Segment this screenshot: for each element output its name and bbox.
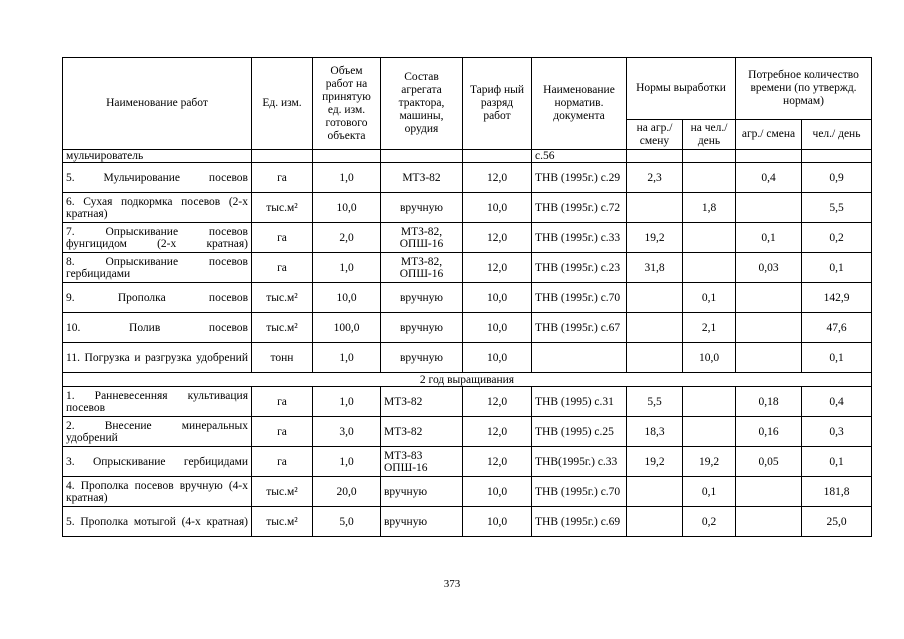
- cell-volume: 5,0: [313, 507, 381, 537]
- table-row: [63, 387, 872, 417]
- header-unit: Ед. изм.: [252, 58, 313, 150]
- cell-norm-agr: [627, 150, 683, 163]
- cell-req-agr: 0,4: [736, 163, 802, 193]
- cell-name: 5. Мульчирование посевов: [63, 163, 252, 193]
- cell-document: ТНВ(1995г.) с.33: [532, 447, 627, 477]
- cell-unit: тыс.м²: [252, 193, 313, 223]
- cell-norm-man: 0,1: [683, 283, 736, 313]
- cell-document: с.56: [532, 150, 627, 163]
- cell-document: ТНВ (1995г.) с.72: [532, 193, 627, 223]
- cell-req-agr: [736, 150, 802, 163]
- cell-name: 6. Сухая подкормка посевов (2-х кратная): [63, 193, 252, 223]
- cell-composition: вручную: [381, 477, 463, 507]
- cell-norm-agr: 19,2: [627, 447, 683, 477]
- cell-norm-man: [683, 163, 736, 193]
- table-row: [63, 253, 872, 283]
- cell-req-man: 0,2: [802, 223, 872, 253]
- cell-document: ТНВ (1995) с.25: [532, 417, 627, 447]
- header-row: [63, 58, 872, 120]
- cell-name: 7. Опрыскивание посевов фунгицидом (2-х кратная): [63, 223, 252, 253]
- cell-unit: [252, 150, 313, 163]
- header-norm-man: на чел./ день: [683, 120, 736, 150]
- table-row: [63, 150, 872, 163]
- section-title: 2 год выращивания: [63, 373, 872, 387]
- cell-document: ТНВ (1995г.) с.70: [532, 477, 627, 507]
- cell-norm-agr: 2,3: [627, 163, 683, 193]
- cell-req-man: 181,8: [802, 477, 872, 507]
- table-row: [63, 417, 872, 447]
- header-norm-agr: на агр./ смену: [627, 120, 683, 150]
- cell-norm-man: 1,8: [683, 193, 736, 223]
- table-row: [63, 313, 872, 343]
- cell-unit: га: [252, 253, 313, 283]
- cell-volume: 100,0: [313, 313, 381, 343]
- table-row: [63, 223, 872, 253]
- cell-req-agr: [736, 193, 802, 223]
- cell-volume: 1,0: [313, 163, 381, 193]
- cell-unit: тыс.м²: [252, 313, 313, 343]
- cell-tariff: 12,0: [463, 387, 532, 417]
- cell-req-agr: [736, 477, 802, 507]
- cell-composition: МТЗ-82: [381, 163, 463, 193]
- cell-req-man: 0,1: [802, 343, 872, 373]
- cell-volume: 10,0: [313, 283, 381, 313]
- cell-tariff: 12,0: [463, 253, 532, 283]
- cell-tariff: 12,0: [463, 447, 532, 477]
- cell-norm-man: [683, 223, 736, 253]
- section-row: [63, 373, 872, 387]
- cell-norm-man: 0,2: [683, 507, 736, 537]
- cell-norm-man: [683, 150, 736, 163]
- cell-name: мульчирователь: [63, 150, 252, 163]
- cell-req-man: 0,9: [802, 163, 872, 193]
- cell-tariff: 12,0: [463, 417, 532, 447]
- cell-req-agr: 0,18: [736, 387, 802, 417]
- cell-req-man: 142,9: [802, 283, 872, 313]
- cell-norm-agr: 5,5: [627, 387, 683, 417]
- cell-norm-man: 10,0: [683, 343, 736, 373]
- cell-norm-agr: 18,3: [627, 417, 683, 447]
- cell-tariff: 12,0: [463, 163, 532, 193]
- cell-req-man: 25,0: [802, 507, 872, 537]
- cell-name: 10. Полив посевов: [63, 313, 252, 343]
- cell-document: [532, 343, 627, 373]
- cell-norm-man: [683, 253, 736, 283]
- cell-norm-agr: [627, 313, 683, 343]
- header-req-agr: агр./ смена: [736, 120, 802, 150]
- cell-req-agr: [736, 283, 802, 313]
- cell-document: ТНВ (1995г.) с.33: [532, 223, 627, 253]
- table-row: [63, 283, 872, 313]
- cell-composition: МТЗ-82, ОПШ-16: [381, 223, 463, 253]
- cell-document: ТНВ (1995г.) с.23: [532, 253, 627, 283]
- cell-document: ТНВ (1995г.) с.67: [532, 313, 627, 343]
- cell-volume: 10,0: [313, 193, 381, 223]
- cell-norm-agr: [627, 193, 683, 223]
- cell-document: ТНВ (1995г.) с.29: [532, 163, 627, 193]
- cell-tariff: 10,0: [463, 343, 532, 373]
- cell-volume: 2,0: [313, 223, 381, 253]
- cell-norm-agr: [627, 283, 683, 313]
- cell-req-man: 5,5: [802, 193, 872, 223]
- table-row: [63, 447, 872, 477]
- cell-norm-agr: [627, 507, 683, 537]
- cell-name: 5. Прополка мотыгой (4-х кратная): [63, 507, 252, 537]
- cell-tariff: 12,0: [463, 223, 532, 253]
- header-document: Наименование норматив. документа: [532, 58, 627, 150]
- cell-req-agr: 0,05: [736, 447, 802, 477]
- cell-composition: вручную: [381, 343, 463, 373]
- cell-unit: тыс.м²: [252, 477, 313, 507]
- cell-unit: тыс.м²: [252, 283, 313, 313]
- cell-norm-man: 0,1: [683, 477, 736, 507]
- header-required-time: Потребное количество времени (по утвержд. нормам): [736, 58, 872, 120]
- cell-composition: [381, 150, 463, 163]
- cell-norm-man: 19,2: [683, 447, 736, 477]
- cell-tariff: 10,0: [463, 313, 532, 343]
- cell-name: 9. Прополка посевов: [63, 283, 252, 313]
- header-norms: Нормы выработки: [627, 58, 736, 120]
- work-norms-table: [62, 57, 872, 537]
- cell-volume: 3,0: [313, 417, 381, 447]
- header-composition: Состав агрегата трактора, машины, орудия: [381, 58, 463, 150]
- cell-req-man: [802, 150, 872, 163]
- cell-req-agr: 0,1: [736, 223, 802, 253]
- table-body: [63, 58, 872, 537]
- cell-req-agr: 0,16: [736, 417, 802, 447]
- cell-req-agr: [736, 507, 802, 537]
- cell-req-man: 0,3: [802, 417, 872, 447]
- cell-composition: вручную: [381, 193, 463, 223]
- cell-document: ТНВ (1995г.) с.69: [532, 507, 627, 537]
- cell-name: 3. Опрыскивание гербицидами: [63, 447, 252, 477]
- header-tariff: Тариф ный разряд работ: [463, 58, 532, 150]
- cell-req-agr: [736, 343, 802, 373]
- cell-req-agr: 0,03: [736, 253, 802, 283]
- cell-volume: [313, 150, 381, 163]
- cell-name: 11. Погрузка и разгрузка удобрений: [63, 343, 252, 373]
- cell-req-man: 0,1: [802, 253, 872, 283]
- table-row: [63, 507, 872, 537]
- table-row: [63, 343, 872, 373]
- cell-unit: га: [252, 417, 313, 447]
- cell-unit: га: [252, 163, 313, 193]
- cell-document: ТНВ (1995) с.31: [532, 387, 627, 417]
- table-row: [63, 193, 872, 223]
- cell-composition: МТЗ-82: [381, 417, 463, 447]
- table-row: [63, 477, 872, 507]
- cell-unit: тыс.м²: [252, 507, 313, 537]
- cell-unit: га: [252, 447, 313, 477]
- cell-norm-man: [683, 417, 736, 447]
- header-volume: Объем работ на принятую ед. изм. готового объекта: [313, 58, 381, 150]
- cell-composition: МТЗ-83 ОПШ-16: [381, 447, 463, 477]
- cell-name: 4. Прополка посевов вручную (4-х кратная): [63, 477, 252, 507]
- cell-volume: 1,0: [313, 253, 381, 283]
- cell-name: 2. Внесение минеральных удобрений: [63, 417, 252, 447]
- header-name: Наименование работ: [63, 58, 252, 150]
- cell-norm-agr: [627, 343, 683, 373]
- cell-tariff: [463, 150, 532, 163]
- header-req-man: чел./ день: [802, 120, 872, 150]
- cell-req-man: 47,6: [802, 313, 872, 343]
- cell-volume: 1,0: [313, 343, 381, 373]
- page-number: 373: [443, 578, 461, 590]
- cell-tariff: 10,0: [463, 283, 532, 313]
- cell-composition: вручную: [381, 283, 463, 313]
- cell-tariff: 10,0: [463, 477, 532, 507]
- cell-norm-man: [683, 387, 736, 417]
- cell-norm-man: 2,1: [683, 313, 736, 343]
- cell-unit: га: [252, 223, 313, 253]
- cell-req-man: 0,1: [802, 447, 872, 477]
- cell-unit: тонн: [252, 343, 313, 373]
- cell-norm-agr: 19,2: [627, 223, 683, 253]
- cell-volume: 1,0: [313, 387, 381, 417]
- cell-name: 8. Опрыскивание посевов гербицидами: [63, 253, 252, 283]
- cell-tariff: 10,0: [463, 507, 532, 537]
- table-row: [63, 163, 872, 193]
- cell-composition: МТЗ-82: [381, 387, 463, 417]
- cell-composition: вручную: [381, 313, 463, 343]
- cell-req-agr: [736, 313, 802, 343]
- cell-req-man: 0,4: [802, 387, 872, 417]
- cell-norm-agr: 31,8: [627, 253, 683, 283]
- cell-document: ТНВ (1995г.) с.70: [532, 283, 627, 313]
- cell-tariff: 10,0: [463, 193, 532, 223]
- cell-composition: вручную: [381, 507, 463, 537]
- cell-volume: 1,0: [313, 447, 381, 477]
- cell-volume: 20,0: [313, 477, 381, 507]
- cell-name: 1. Ранневесенняя культивация посевов: [63, 387, 252, 417]
- cell-unit: га: [252, 387, 313, 417]
- cell-composition: МТЗ-82, ОПШ-16: [381, 253, 463, 283]
- cell-norm-agr: [627, 477, 683, 507]
